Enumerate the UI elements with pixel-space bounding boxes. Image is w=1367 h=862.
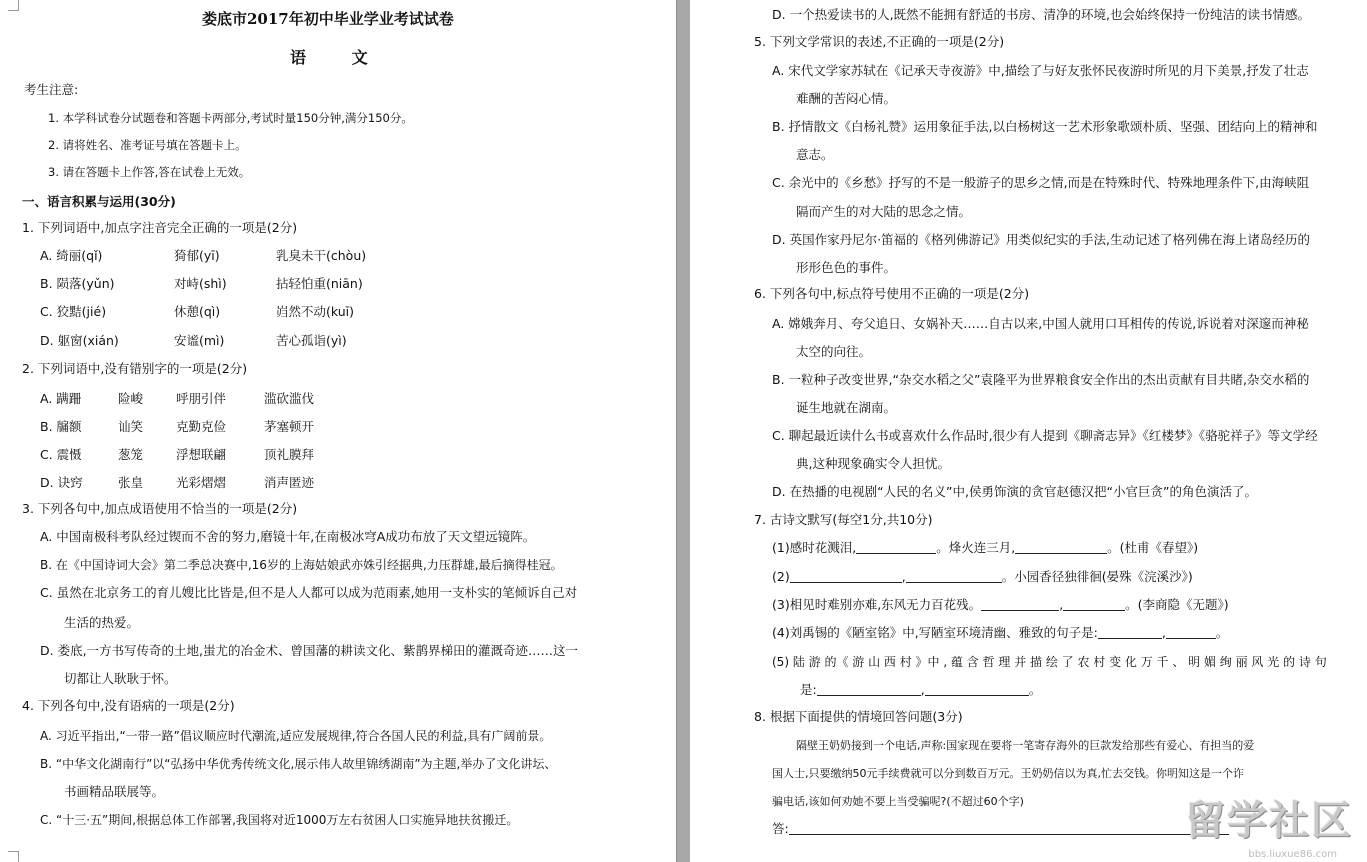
q4-line: A. 习近平指出,“一带一路”倡议顺应时代潮流,适应发展规律,符合各国人民的利益,具有广阔前景。: [40, 729, 552, 743]
q7-item-text: ,: [920, 682, 925, 697]
notice-item: 2. 请将姓名、准考证号填在答题卡上。: [48, 138, 247, 152]
q8-line: 隔壁王奶奶接到一个电话,声称:国家现在要将一笔寄存海外的巨款发给那些有爱心、有担当的爱: [796, 739, 1255, 752]
q2-option: 呼朋引伴: [176, 391, 227, 406]
q5-line: B. 抒情散文《白杨礼赞》运用象征手法,以白杨树这一艺术形象歌颂朴质、坚强、团结向上的精神和: [772, 119, 1318, 134]
q1-option-d-1: D. 躯窗(xián): [40, 333, 119, 348]
answer-blank[interactable]: [906, 569, 1002, 583]
document-page-right: [690, 0, 1367, 862]
q3-line: B. 在《中国诗词大会》第二季总决赛中,16岁的上海姑娘武亦姝引经据典,力压群雄,最后摘得桂冠。: [40, 558, 563, 572]
question-stem: 1. 下列词语中,加点字注音完全正确的一项是(2分): [22, 220, 298, 235]
q7-item-text: 。小园香径独徘徊(晏殊《浣溪沙》): [1001, 569, 1193, 584]
q5-line: D. 英国作家丹尼尔·笛福的《格列佛游记》用类似纪实的手法,生动记述了格列佛在海上诸岛经历的: [772, 232, 1311, 247]
q4-line: 书画精品联展等。: [64, 784, 165, 799]
q1-option-a-2: 猗郁(yī): [174, 248, 220, 263]
q2-option: 浮想联翩: [176, 447, 227, 462]
q7-item-text: 。: [1215, 625, 1229, 640]
q3-line: 生活的热爱。: [64, 615, 140, 630]
q2-option: 茅塞顿开: [264, 419, 315, 434]
notice-item: 1. 本学科试卷分试题卷和答题卡两部分,考试时量150分钟,满分150分。: [48, 111, 413, 125]
q1-option-d-2: 安谧(mì): [174, 333, 225, 348]
q2-option: C. 震慑: [40, 447, 82, 462]
question-stem: 2. 下列词语中,没有错别字的一项是(2分): [22, 361, 248, 376]
section-heading: 一、语言积累与运用(30分): [22, 194, 176, 209]
answer-blank[interactable]: [790, 569, 902, 583]
q7-item-1: [772, 540, 1198, 556]
q2-option: 光彩熠熠: [176, 475, 227, 490]
answer-blank[interactable]: [856, 540, 936, 554]
q2-option: 张皇: [118, 475, 144, 490]
answer-blank[interactable]: [789, 821, 1229, 835]
q7-item-text: (1)感时花溅泪,: [772, 540, 857, 555]
question-stem: 7. 古诗文默写(每空1分,共10分): [754, 512, 933, 527]
document-page-left: [0, 0, 676, 862]
q4-option-d: D. 一个热爱读书的人,既然不能拥有舒适的书房、清净的环境,也会始终保持一份纯洁的读书情感。: [772, 7, 1311, 22]
q6-line: 太空的向往。: [796, 344, 872, 359]
q7-item-4: [772, 625, 1228, 641]
q7-item-text: (3)相见时难别亦难,东风无力百花残。: [772, 597, 982, 612]
answer-blank[interactable]: [981, 597, 1059, 611]
q2-option: A. 蹒跚: [40, 391, 82, 406]
subject-title: 语 文: [290, 48, 388, 67]
q6-line: B. 一粒种子改变世界,“杂交水稻之父”袁隆平为世界粮食安全作出的杰出贡献有目共睹,杂交水稻的: [772, 372, 1310, 387]
q6-line: C. 聊起最近读什么书或喜欢什么作品时,很少有人提到《聊斋志异》《红楼梦》《骆驼祥子》等文学经: [772, 428, 1318, 443]
q3-line: A. 中国南极科考队经过锲而不舍的努力,磨镜十年,在南极冰穹A成功布放了天文望远镜阵。: [40, 529, 536, 544]
q3-line: C. 虽然在北京务工的育儿嫂比比皆是,但不是人人都可以成为范雨素,她用一支朴实的笔倾诉自己对: [40, 585, 578, 600]
q2-option: 消声匿迹: [264, 475, 315, 490]
q2-option: B. 牖额: [40, 419, 82, 434]
q8-line: 国人士,只要缴纳50元手续费就可以分到数百万元。王奶奶信以为真,忙去交钱。你明知这是一个诈: [772, 767, 1244, 780]
q4-line: B. “中华文化湖南行”以“弘扬中华优秀传统文化,展示伟人故里锦绣湖南”为主题,举办了文化讲坛、: [40, 757, 557, 771]
q5-line: 形形色色的事件。: [796, 260, 897, 275]
q6-line: 诞生地就在湖南。: [796, 400, 897, 415]
q7-item-text: 。(李商隐《无题》): [1125, 597, 1229, 612]
question-stem: 5. 下列文学常识的表述,不正确的一项是(2分): [754, 34, 1005, 49]
q2-option: 克勤克俭: [176, 419, 227, 434]
q5-line: C. 余光中的《乡愁》抒写的不是一般游子的思乡之情,而是在特殊时代、特殊地理条件下,由海峡阻: [772, 175, 1310, 190]
q1-option-c-2: 休憩(qì): [174, 304, 221, 319]
q3-line: 切都让人耿耿于怀。: [64, 671, 177, 686]
q7-item-text: ,: [901, 569, 906, 584]
q7-item-3: [772, 597, 1229, 613]
q2-option: 险峻: [118, 391, 144, 406]
q1-option-d-3: 苦心孤诣(yì): [276, 333, 347, 348]
answer-blank[interactable]: [1015, 540, 1107, 554]
answer-blank[interactable]: [1166, 625, 1216, 639]
q7-item-text: 。烽火连三月,: [936, 540, 1016, 555]
q1-option-b-1: B. 陨落(yǔn): [40, 276, 115, 291]
answer-blank[interactable]: [1063, 597, 1125, 611]
q5-line: 意志。: [796, 147, 834, 162]
q4-line: C. “十三·五”期间,根据总体工作部署,我国将对近1000万左右贫困人口实施异地扶贫搬迁。: [40, 813, 519, 827]
q1-option-b-3: 拈轻怕重(niān): [276, 276, 363, 291]
q7-item-text: 是:: [800, 682, 817, 697]
page-corner-mark: [8, 0, 19, 11]
q1-option-c-3: 岿然不动(kuī): [276, 304, 355, 319]
question-stem: 8. 根据下面提供的情境回答问题(3分): [754, 709, 963, 724]
q8-line: 骗电话,该如何劝她不要上当受骗呢?(不超过60个字): [772, 795, 1024, 808]
answer-blank[interactable]: [925, 682, 1029, 696]
q3-line: D. 娄底,一方书写传奇的土地,蚩尤的冶金术、曾国藩的耕读文化、紫鹊界梯田的灌溉奇迹……这一: [40, 643, 579, 658]
question-stem: 6. 下列各句中,标点符号使用不正确的一项是(2分): [754, 286, 1030, 301]
q2-option: 葱笼: [118, 447, 144, 462]
q5-line: A. 宋代文学家苏轼在《记承天寺夜游》中,描绘了与好友张怀民夜游时所见的月下美景,抒发了壮志: [772, 63, 1309, 78]
q1-option-c-1: C. 狡黠(jié): [40, 304, 107, 319]
q6-line: A. 嫦娥奔月、夸父追日、女娲补天……自古以来,中国人就用口耳相传的传说,诉说着对深邃而神秘: [772, 316, 1309, 331]
q1-option-a-1: A. 绮丽(qǐ): [40, 248, 103, 263]
q7-item-text: ,: [1161, 625, 1166, 640]
notice-title: 考生注意:: [24, 82, 79, 97]
watermark-url: bbs.liuxue86.com: [1248, 849, 1337, 860]
q1-option-b-2: 对峙(shì): [174, 276, 227, 291]
q7-item-text: (4)刘禹锡的《陋室铭》中,写陋室环境清幽、雅致的句子是:: [772, 625, 1098, 640]
q2-option: 讪笑: [118, 419, 144, 434]
q5-line: 隔而产生的对大陆的思念之情。: [796, 204, 972, 219]
q6-line: D. 在热播的电视剧“人民的名义”中,侯勇饰演的贪官赵德汉把“小官巨贪”的角色演活了。: [772, 484, 1257, 499]
answer-blank[interactable]: [1098, 625, 1162, 639]
q7-item-5-answer: [800, 682, 1041, 698]
answer-label: 答:: [772, 821, 789, 836]
q6-line: 典,这种现象确实令人担忧。: [796, 456, 950, 471]
notice-item: 3. 请在答题卡上作答,答在试卷上无效。: [48, 165, 251, 179]
q7-item-5: (5) 陆 游 的《 游 山 西 村 》中 , 蕴 含 哲 理 并 描 绘 了 农 村 变 化 万 千 、 明 媚 绚 丽 风 光 的 诗 句: [772, 655, 1327, 669]
q2-option: D. 诀窍: [40, 475, 83, 490]
question-stem: 4. 下列各句中,没有语病的一项是(2分): [22, 698, 235, 713]
q5-line: 难酬的苦闷心情。: [796, 91, 897, 106]
question-stem: 3. 下列各句中,加点成语使用不恰当的一项是(2分): [22, 501, 298, 516]
answer-blank[interactable]: [817, 682, 921, 696]
watermark-logo: 留学社区: [1185, 798, 1353, 844]
q7-item-text: 。(杜甫《春望》): [1107, 540, 1199, 555]
answer-row: [772, 821, 1229, 837]
q7-item-text: 。: [1028, 682, 1042, 697]
q1-option-a-3: 乳臭未干(chòu): [276, 248, 367, 263]
exam-title: 娄底市2017年初中毕业学业考试试卷: [202, 10, 454, 28]
q2-option: 顶礼膜拜: [264, 447, 315, 462]
q7-item-text: (2): [772, 569, 790, 584]
page-corner-mark: [8, 851, 19, 862]
q7-item-text: ,: [1059, 597, 1064, 612]
q2-option: 滥砍滥伐: [264, 391, 315, 406]
q7-item-2: [772, 569, 1193, 585]
